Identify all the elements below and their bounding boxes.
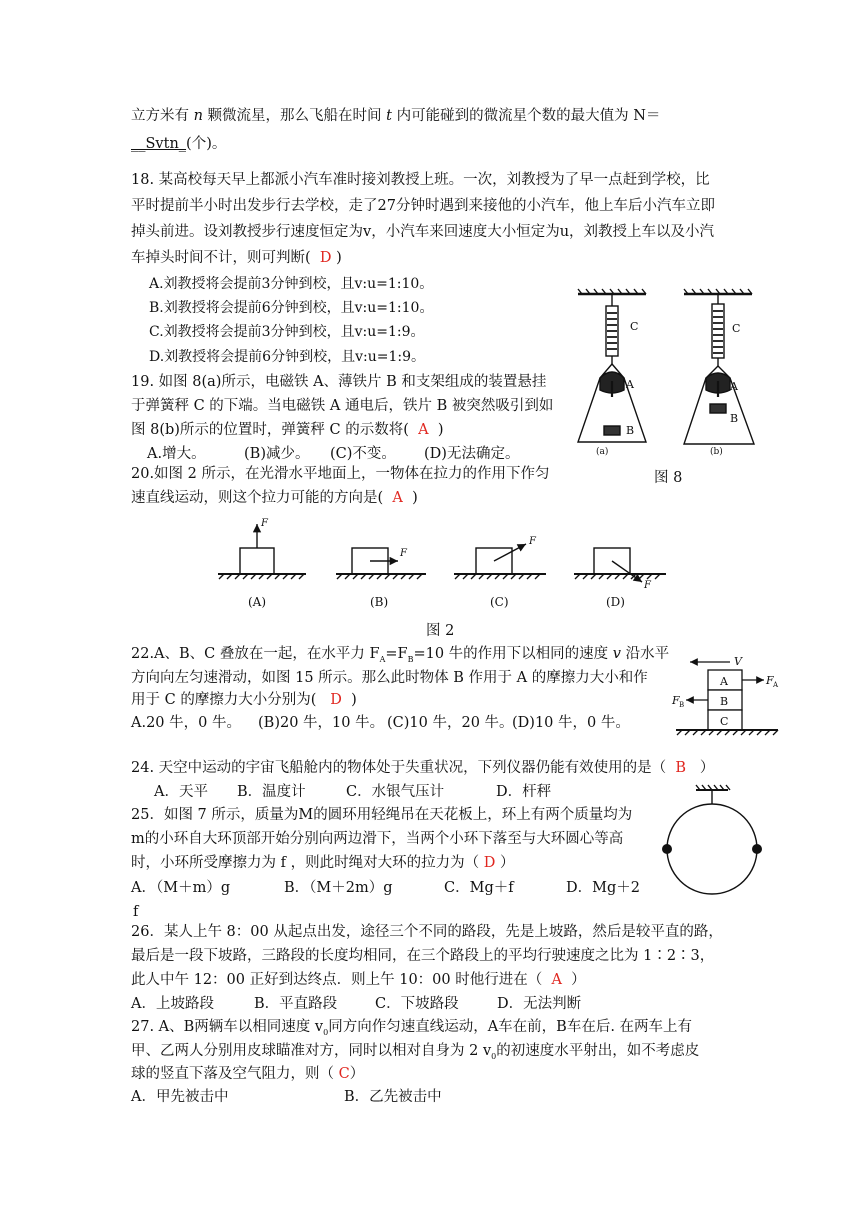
q22-line-1: 22.A、B、C 叠放在一起，在水平力 $F_A=F_B=10$ 牛的作用下以相同的速度 v 沿水平 [131, 646, 670, 664]
svg-text:A: A [720, 675, 728, 688]
svg-text:F: F [400, 548, 407, 559]
small-ring-left [662, 844, 672, 854]
svg-text:A: A [730, 380, 738, 393]
q18-option-b: B.刘教授将会提前6分钟到校，且v:u=1:10。 [149, 300, 434, 316]
q17-line-1: 立方米有 n 颗微流星，那么飞船在时间 t 内可能碰到的微流星个数的最大值为 N＝ [131, 108, 661, 124]
figure-15 [668, 652, 788, 744]
q19-line-2: 于弹簧秤 C 的下端。当电磁铁 A 通电后，铁片 B 被突然吸引到如 [131, 398, 554, 414]
q26-option-d: D．无法判断 [497, 996, 582, 1012]
figure-2 [214, 516, 674, 616]
q22-answer: D [330, 692, 342, 708]
q25-answer: D [483, 855, 496, 871]
figure-8-caption: 图 8 [654, 470, 683, 486]
q24-answer: B [675, 760, 687, 776]
q20-line-1: 20.如图 2 所示，在光滑水平地面上，一物体在拉力的作用下作匀 [131, 466, 550, 482]
svg-text:A: A [626, 378, 634, 391]
q19-answer: A [418, 422, 429, 438]
figure-8 [574, 286, 764, 456]
svg-text:A: A [773, 681, 779, 689]
q27-line-2: 甲、乙两人分别用皮球瞄准对方，同时以相对自身为 2 $v_0$的初速度水平射出，如不考虑皮 [131, 1043, 700, 1061]
q25-line-2: m的小环自大环顶部开始分别向两边滑下，当两个小环下落至与大环圆心等高 [131, 831, 624, 847]
q18-option-c: C.刘教授将会提前3分钟到校，且v:u=1:9。 [149, 324, 425, 340]
q26-answer: A [551, 972, 562, 988]
svg-text:(D): (D) [606, 595, 625, 609]
svg-text:F: F [644, 580, 651, 591]
q27-answer: C [338, 1066, 350, 1082]
q19-option-b: (B)减少。 [244, 446, 310, 462]
q18-line-4: 车掉头时间不计，则可判断( D ) [131, 250, 342, 266]
q26-line-1: 26．某人上午 8：00 从起点出发，途径三个不同的路段，先是上坡路，然后是较平直的路， [131, 924, 723, 940]
q25-option-b: B．（M＋2m）g [284, 880, 393, 896]
svg-text:(A): (A) [248, 595, 267, 609]
q26-option-b: B．平直路段 [254, 996, 338, 1012]
q19-option-c: (C)不变。 [330, 446, 396, 462]
q24-option-a: A．天平 [154, 784, 208, 800]
small-ring-right [752, 844, 762, 854]
q24-option-b: B．温度计 [237, 784, 306, 800]
q24-option-d: D．杆秤 [496, 784, 552, 800]
svg-text:C: C [720, 715, 729, 728]
svg-text:(b): (b) [710, 447, 723, 457]
q19-option-d: (D)无法确定。 [424, 446, 520, 462]
q25-option-d: D．Mg＋2 [566, 880, 640, 896]
q19-option-a: A.增大。 [147, 446, 206, 462]
q26-option-a: A．上坡路段 [131, 996, 214, 1012]
q17-answer: __Svtn_ [131, 136, 187, 152]
svg-text:B: B [626, 424, 635, 437]
q20-line-2: 速直线运动，则这个拉力可能的方向是( A ) [131, 490, 418, 506]
svg-text:(C): (C) [490, 595, 509, 609]
svg-text:C: C [732, 322, 741, 335]
q18-answer: D [319, 250, 332, 266]
q27-line-1: 27. A、B两辆车以相同速度 $v_0$同方向作匀速直线运动，A车在前，B车在后. 在两车上有 [131, 1019, 693, 1037]
q18-line-3: 掉头前进。设刘教授步行速度恒定为v，小汽车来回速度大小恒定为u，刘教授上车以及小汽 [131, 224, 715, 240]
q26-option-c: C．下坡路段 [375, 996, 459, 1012]
figure-7 [658, 784, 758, 894]
q18-option-d: D.刘教授将会提前6分钟到校，且v:u=1:9。 [149, 349, 425, 365]
q18-line-2: 平时提前半小时出发步行去学校，走了27分钟时遇到来接他的小汽车，他上车后小汽车立即 [131, 198, 715, 214]
q22-option-c: (C)10 牛，20 牛。 [387, 715, 514, 731]
q25-line-5: f [133, 904, 139, 920]
svg-text:V: V [734, 655, 742, 668]
q25-option-a: A．（M＋m）g [131, 880, 231, 896]
svg-text:F: F [529, 536, 536, 547]
q27-line-3: 球的竖直下落及空气阻力，则（ C） [131, 1066, 365, 1082]
svg-text:(a): (a) [596, 447, 609, 457]
q20-answer: A [392, 490, 403, 506]
q26-line-2: 最后是一段下坡路，三路段的长度均相同，在三个路段上的平均行驶速度之比为 1∶2∶3， [131, 948, 715, 964]
q17-line-2: __Svtn_(个)。 [131, 136, 227, 152]
q27-option-b: B．乙先被击中 [344, 1089, 442, 1105]
q19-line-3: 图 8(b)所示的位置时，弹簧秤 C 的示数将( A ) [131, 422, 444, 438]
svg-text:B: B [679, 701, 685, 709]
q24-option-c: C．水银气压计 [346, 784, 445, 800]
q22-option-a: A.20 牛，0 牛。 [131, 715, 241, 731]
q25-line-1: 25．如图 7 所示，质量为M的圆环用轻绳吊在天花板上，环上有两个质量均为 [131, 807, 633, 823]
svg-text:F: F [672, 694, 680, 707]
q22-option-d: (D)10 牛，0 牛。 [512, 715, 630, 731]
svg-text:B: B [730, 412, 739, 425]
q18-option-a: A.刘教授将会提前3分钟到校，且v:u=1:10。 [149, 276, 434, 292]
q25-line-3: 时，小环所受摩擦力为 f ，则此时绳对大环的拉力为（ D ） [131, 855, 515, 871]
q18-line-1: 18. 某高校每天早上都派小汽车准时接刘教授上班。一次，刘教授为了早一点赶到学校，比 [131, 172, 710, 188]
svg-text:F: F [766, 674, 774, 687]
q27-option-a: A．甲先被击中 [131, 1089, 229, 1105]
q22-line-2: 方向向左匀速滑动，如图 15 所示。那么此时物体 B 作用于 A 的摩擦力大小和作 [131, 670, 648, 686]
q25-option-c: C．Mg＋f [444, 880, 514, 896]
svg-text:(B): (B) [370, 595, 389, 609]
q22-option-b: (B)20 牛，10 牛。 [258, 715, 385, 731]
figure-2-caption: 图 2 [426, 623, 455, 639]
q22-line-3: 用于 C 的摩擦力大小分别为( D ) [131, 692, 357, 708]
q26-line-3: 此人中午 12：00 正好到达终点．则上午 10：00 时他行进在（ A ） [131, 972, 586, 988]
svg-text:B: B [720, 695, 729, 708]
svg-text:C: C [630, 320, 639, 333]
svg-text:F: F [261, 518, 268, 529]
q19-line-1: 19. 如图 8(a)所示，电磁铁 A、薄铁片 B 和支架组成的装置悬挂 [131, 374, 547, 390]
q24-line-1: 24. 天空中运动的宇宙飞船舱内的物体处于失重状况，下列仪器仍能有效使用的是（ B ） [131, 760, 715, 776]
